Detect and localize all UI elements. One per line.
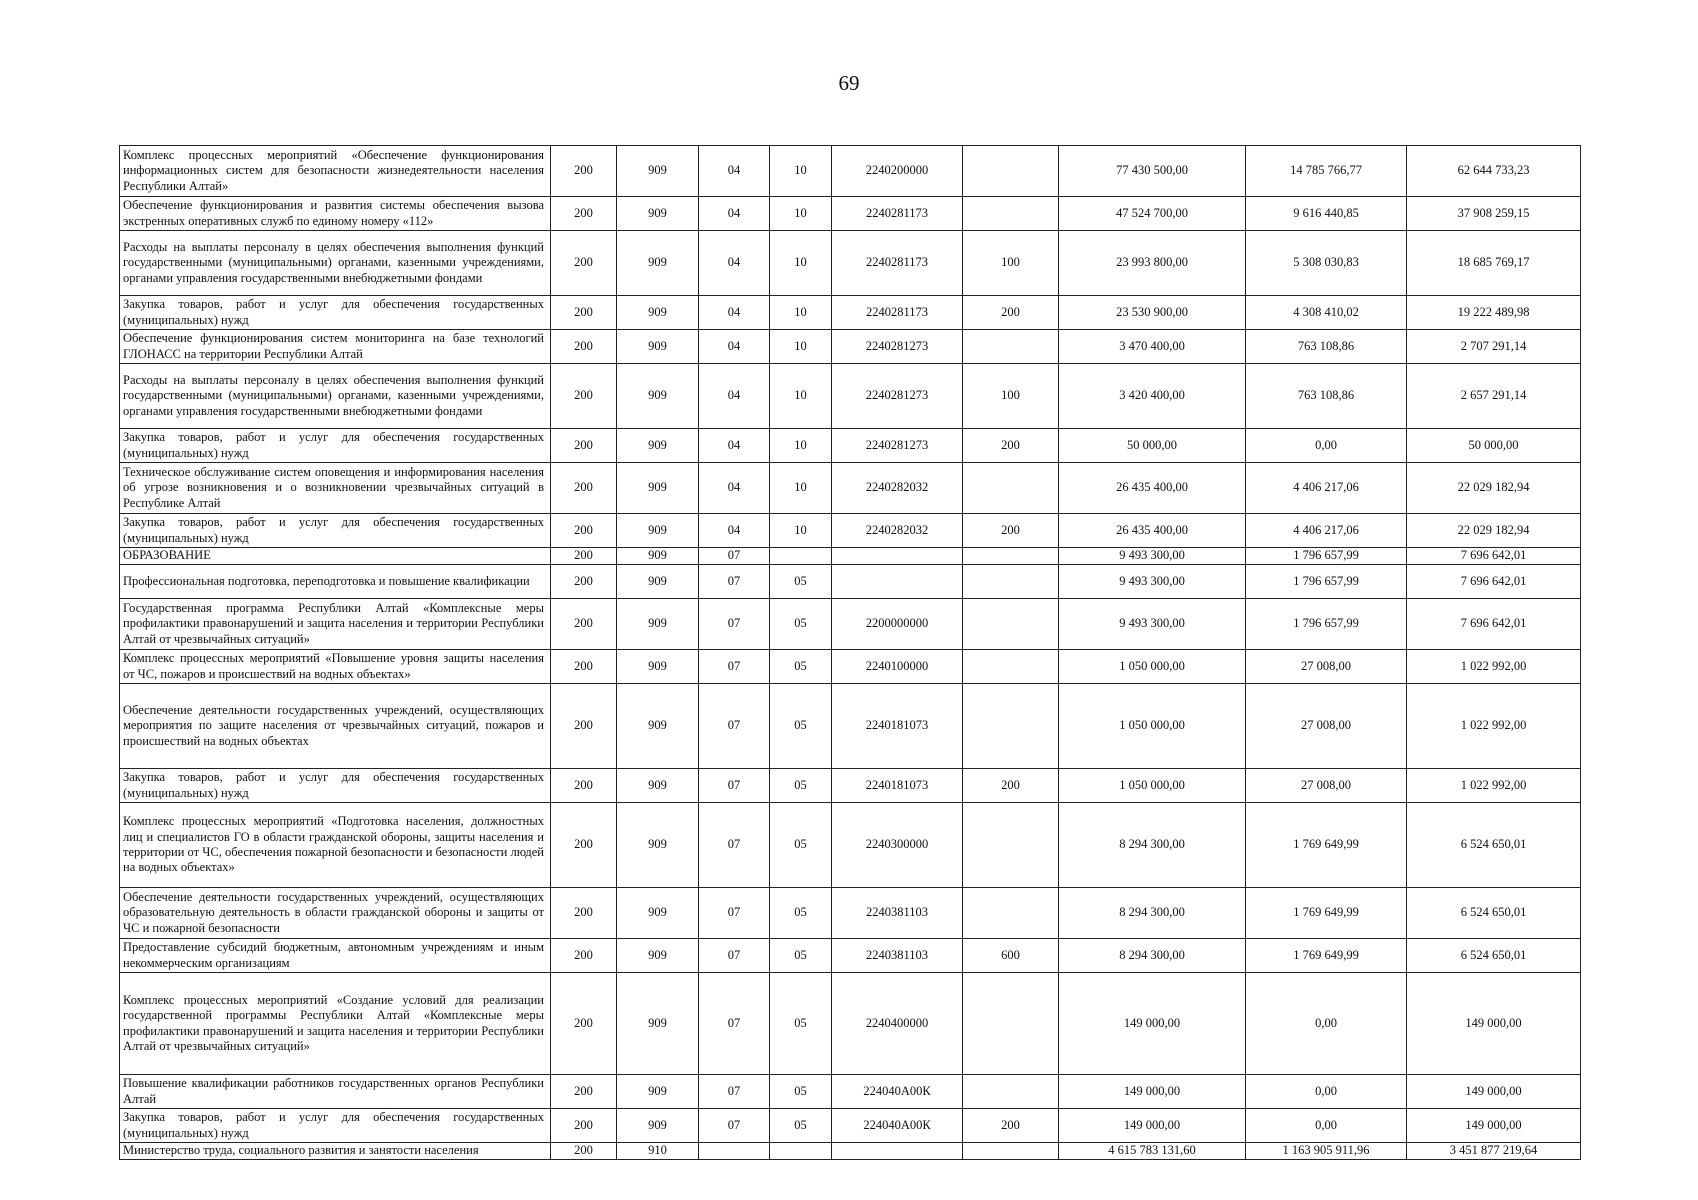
- col-executed: 1 163 905 911,96: [1246, 1143, 1407, 1160]
- col-section: 200: [551, 650, 617, 684]
- col-remaining: 6 524 650,01: [1407, 803, 1581, 888]
- col-expense-type: [963, 888, 1059, 939]
- table-row: [120, 769, 1581, 803]
- col-target-article: 2240181073: [832, 769, 963, 803]
- col-section: 200: [551, 888, 617, 939]
- row-name: Предоставление субсидий бюджетным, автономным учреждениям и иным некоммерческим организациям: [120, 939, 551, 973]
- col-executed: 763 108,86: [1246, 364, 1407, 429]
- col-division: 04: [699, 429, 770, 463]
- col-section: 200: [551, 296, 617, 330]
- col-division: 07: [699, 888, 770, 939]
- col-planned: 149 000,00: [1059, 1075, 1246, 1109]
- col-division: 04: [699, 364, 770, 429]
- col-division: 07: [699, 803, 770, 888]
- col-planned: 8 294 300,00: [1059, 888, 1246, 939]
- col-planned: 23 993 800,00: [1059, 231, 1246, 296]
- col-subdivision: 05: [770, 939, 832, 973]
- col-remaining: 22 029 182,94: [1407, 463, 1581, 514]
- col-expense-type: 100: [963, 364, 1059, 429]
- col-planned: 1 050 000,00: [1059, 769, 1246, 803]
- row-name: Комплекс процессных мероприятий «Подготовка населения, должностных лиц и специалистов ГО в области гражданской обороны, защиты населения и территории от ЧС, обеспечения пожарной безопасности и безопасности людей на водных объектах»: [120, 803, 551, 888]
- table-row: [120, 296, 1581, 330]
- col-section: 200: [551, 973, 617, 1075]
- col-executed: 0,00: [1246, 973, 1407, 1075]
- col-division: 04: [699, 231, 770, 296]
- col-subdivision: 10: [770, 296, 832, 330]
- col-section: 200: [551, 1109, 617, 1143]
- col-target-article: 2240381103: [832, 939, 963, 973]
- table-row: [120, 684, 1581, 769]
- table-row: [120, 650, 1581, 684]
- col-division: 07: [699, 939, 770, 973]
- col-ministry: 909: [617, 429, 699, 463]
- col-target-article: 2240282032: [832, 514, 963, 548]
- col-section: 200: [551, 463, 617, 514]
- col-expense-type: [963, 146, 1059, 197]
- table-row: [120, 939, 1581, 973]
- col-expense-type: [963, 803, 1059, 888]
- table-row: [120, 1109, 1581, 1143]
- col-subdivision: 10: [770, 231, 832, 296]
- col-executed: 0,00: [1246, 1109, 1407, 1143]
- col-executed: 1 769 649,99: [1246, 939, 1407, 973]
- table-row: [120, 514, 1581, 548]
- col-target-article: 2240381103: [832, 888, 963, 939]
- col-ministry: 909: [617, 888, 699, 939]
- col-ministry: 909: [617, 330, 699, 364]
- col-executed: 1 796 657,99: [1246, 599, 1407, 650]
- col-expense-type: 200: [963, 429, 1059, 463]
- col-remaining: 149 000,00: [1407, 973, 1581, 1075]
- col-target-article: 2240281173: [832, 231, 963, 296]
- col-executed: 763 108,86: [1246, 330, 1407, 364]
- col-expense-type: [963, 1075, 1059, 1109]
- col-planned: 26 435 400,00: [1059, 514, 1246, 548]
- col-section: 200: [551, 803, 617, 888]
- col-planned: 3 470 400,00: [1059, 330, 1246, 364]
- row-name: Повышение квалификации работников государственных органов Республики Алтай: [120, 1075, 551, 1109]
- table-row: [120, 146, 1581, 197]
- col-section: 200: [551, 364, 617, 429]
- col-subdivision: 10: [770, 463, 832, 514]
- col-executed: 1 796 657,99: [1246, 548, 1407, 565]
- col-ministry: 910: [617, 1143, 699, 1160]
- col-section: 200: [551, 231, 617, 296]
- col-target-article: 224040А00К: [832, 1109, 963, 1143]
- col-ministry: 909: [617, 684, 699, 769]
- col-section: 200: [551, 1075, 617, 1109]
- table-row: [120, 973, 1581, 1075]
- col-executed: 4 406 217,06: [1246, 514, 1407, 548]
- table-row: [120, 599, 1581, 650]
- table-row: [120, 429, 1581, 463]
- col-executed: 9 616 440,85: [1246, 197, 1407, 231]
- col-planned: 149 000,00: [1059, 1109, 1246, 1143]
- col-ministry: 909: [617, 1075, 699, 1109]
- col-executed: 1 769 649,99: [1246, 803, 1407, 888]
- col-remaining: 7 696 642,01: [1407, 599, 1581, 650]
- col-planned: 23 530 900,00: [1059, 296, 1246, 330]
- col-target-article: [832, 565, 963, 599]
- col-expense-type: 200: [963, 1109, 1059, 1143]
- col-subdivision: 05: [770, 565, 832, 599]
- col-target-article: 2240181073: [832, 684, 963, 769]
- col-division: 07: [699, 769, 770, 803]
- col-subdivision: 05: [770, 803, 832, 888]
- row-name: Закупка товаров, работ и услуг для обеспечения государственных (муниципальных) нужд: [120, 1109, 551, 1143]
- col-section: 200: [551, 197, 617, 231]
- table-row: [120, 888, 1581, 939]
- col-remaining: 149 000,00: [1407, 1075, 1581, 1109]
- col-section: 200: [551, 769, 617, 803]
- col-division: 07: [699, 973, 770, 1075]
- col-remaining: 149 000,00: [1407, 1109, 1581, 1143]
- col-expense-type: [963, 197, 1059, 231]
- col-remaining: 2 707 291,14: [1407, 330, 1581, 364]
- col-ministry: 909: [617, 1109, 699, 1143]
- col-ministry: 909: [617, 296, 699, 330]
- row-name: Профессиональная подготовка, переподготовка и повышение квалификации: [120, 565, 551, 599]
- col-expense-type: [963, 973, 1059, 1075]
- col-expense-type: [963, 1143, 1059, 1160]
- col-expense-type: [963, 650, 1059, 684]
- col-ministry: 909: [617, 548, 699, 565]
- row-name: Комплекс процессных мероприятий «Повышение уровня защиты населения от ЧС, пожаров и происшествий на водных объектах»: [120, 650, 551, 684]
- col-remaining: 62 644 733,23: [1407, 146, 1581, 197]
- col-planned: 9 493 300,00: [1059, 565, 1246, 599]
- col-expense-type: 100: [963, 231, 1059, 296]
- col-expense-type: 200: [963, 514, 1059, 548]
- row-name: Расходы на выплаты персоналу в целях обеспечения выполнения функций государственными (муниципальными) органами, казенными учреждениями, органами управления государственными внебюджетными фондами: [120, 364, 551, 429]
- col-expense-type: [963, 599, 1059, 650]
- col-planned: 9 493 300,00: [1059, 599, 1246, 650]
- col-expense-type: [963, 548, 1059, 565]
- col-division: 07: [699, 565, 770, 599]
- col-division: 07: [699, 548, 770, 565]
- col-remaining: 3 451 877 219,64: [1407, 1143, 1581, 1160]
- col-planned: 149 000,00: [1059, 973, 1246, 1075]
- col-target-article: 224040А00К: [832, 1075, 963, 1109]
- col-target-article: 2240281273: [832, 330, 963, 364]
- col-remaining: 1 022 992,00: [1407, 650, 1581, 684]
- col-ministry: 909: [617, 803, 699, 888]
- col-remaining: 2 657 291,14: [1407, 364, 1581, 429]
- col-target-article: 2240281173: [832, 296, 963, 330]
- col-remaining: 6 524 650,01: [1407, 939, 1581, 973]
- col-expense-type: 600: [963, 939, 1059, 973]
- col-ministry: 909: [617, 197, 699, 231]
- page-number: 69: [838, 71, 860, 95]
- col-section: 200: [551, 146, 617, 197]
- col-section: 200: [551, 1143, 617, 1160]
- col-target-article: 2240100000: [832, 650, 963, 684]
- budget-table: [119, 145, 1581, 1160]
- col-division: 07: [699, 650, 770, 684]
- table-row: [120, 1143, 1581, 1160]
- col-executed: 27 008,00: [1246, 684, 1407, 769]
- col-executed: 5 308 030,83: [1246, 231, 1407, 296]
- col-remaining: 50 000,00: [1407, 429, 1581, 463]
- table-row: [120, 197, 1581, 231]
- col-planned: 9 493 300,00: [1059, 548, 1246, 565]
- col-executed: 1 769 649,99: [1246, 888, 1407, 939]
- col-division: 04: [699, 197, 770, 231]
- table-row: [120, 1075, 1581, 1109]
- col-ministry: 909: [617, 973, 699, 1075]
- row-name: Закупка товаров, работ и услуг для обеспечения государственных (муниципальных) нужд: [120, 514, 551, 548]
- row-name: Обеспечение деятельности государственных учреждений, осуществляющих мероприятия по защите населения от чрезвычайных ситуаций, пожаров и происшествий на водных объектах: [120, 684, 551, 769]
- col-executed: 4 406 217,06: [1246, 463, 1407, 514]
- col-subdivision: 05: [770, 1075, 832, 1109]
- col-remaining: 18 685 769,17: [1407, 231, 1581, 296]
- col-division: 04: [699, 296, 770, 330]
- col-subdivision: 10: [770, 429, 832, 463]
- row-name: Государственная программа Республики Алтай «Комплексные меры профилактики правонарушений и защита населения и территории Республики Алтай от чрезвычайных ситуаций»: [120, 599, 551, 650]
- col-remaining: 7 696 642,01: [1407, 565, 1581, 599]
- col-planned: 26 435 400,00: [1059, 463, 1246, 514]
- col-target-article: 2240281273: [832, 429, 963, 463]
- col-section: 200: [551, 939, 617, 973]
- col-subdivision: 10: [770, 330, 832, 364]
- col-executed: 0,00: [1246, 1075, 1407, 1109]
- row-name: ОБРАЗОВАНИЕ: [120, 548, 551, 565]
- table-row: [120, 463, 1581, 514]
- col-section: 200: [551, 548, 617, 565]
- col-executed: 0,00: [1246, 429, 1407, 463]
- col-division: 07: [699, 1075, 770, 1109]
- col-subdivision: 10: [770, 514, 832, 548]
- col-ministry: 909: [617, 599, 699, 650]
- table-row: [120, 803, 1581, 888]
- row-name: Комплекс процессных мероприятий «Создание условий для реализации государственной программы Республики Алтай «Комплексные меры профилактики правонарушений и защита населения и территории Республики Алтай от чрезвычайных ситуаций»: [120, 973, 551, 1075]
- col-planned: 4 615 783 131,60: [1059, 1143, 1246, 1160]
- col-target-article: 2240281173: [832, 197, 963, 231]
- col-division: 07: [699, 599, 770, 650]
- col-remaining: 7 696 642,01: [1407, 548, 1581, 565]
- col-subdivision: [770, 1143, 832, 1160]
- col-remaining: 19 222 489,98: [1407, 296, 1581, 330]
- col-ministry: 909: [617, 364, 699, 429]
- col-remaining: 22 029 182,94: [1407, 514, 1581, 548]
- col-planned: 1 050 000,00: [1059, 684, 1246, 769]
- col-expense-type: [963, 684, 1059, 769]
- table-row: [120, 364, 1581, 429]
- row-name: Обеспечение функционирования и развития системы обеспечения вызова экстренных оперативных служб по единому номеру «112»: [120, 197, 551, 231]
- col-target-article: [832, 1143, 963, 1160]
- table-row: [120, 565, 1581, 599]
- col-division: 04: [699, 330, 770, 364]
- col-subdivision: 10: [770, 197, 832, 231]
- col-planned: 8 294 300,00: [1059, 803, 1246, 888]
- col-subdivision: 05: [770, 684, 832, 769]
- col-division: 07: [699, 1109, 770, 1143]
- col-target-article: 2240282032: [832, 463, 963, 514]
- col-subdivision: [770, 548, 832, 565]
- col-subdivision: 05: [770, 1109, 832, 1143]
- row-name: Обеспечение функционирования систем мониторинга на базе технологий ГЛОНАСС на территории Республики Алтай: [120, 330, 551, 364]
- col-ministry: 909: [617, 231, 699, 296]
- row-name: Закупка товаров, работ и услуг для обеспечения государственных (муниципальных) нужд: [120, 769, 551, 803]
- col-executed: 14 785 766,77: [1246, 146, 1407, 197]
- col-planned: 50 000,00: [1059, 429, 1246, 463]
- col-division: [699, 1143, 770, 1160]
- row-name: Техническое обслуживание систем оповещения и информирования населения об угрозе возникновения и о возникновении чрезвычайных ситуаций в Республике Алтай: [120, 463, 551, 514]
- col-expense-type: [963, 565, 1059, 599]
- col-subdivision: 05: [770, 599, 832, 650]
- col-subdivision: 10: [770, 364, 832, 429]
- col-ministry: 909: [617, 769, 699, 803]
- col-subdivision: 05: [770, 769, 832, 803]
- col-ministry: 909: [617, 146, 699, 197]
- col-expense-type: [963, 463, 1059, 514]
- col-target-article: 2240400000: [832, 973, 963, 1075]
- col-ministry: 909: [617, 650, 699, 684]
- col-subdivision: 05: [770, 888, 832, 939]
- col-expense-type: 200: [963, 296, 1059, 330]
- col-planned: 1 050 000,00: [1059, 650, 1246, 684]
- col-remaining: 1 022 992,00: [1407, 769, 1581, 803]
- col-executed: 1 796 657,99: [1246, 565, 1407, 599]
- table-row: [120, 548, 1581, 565]
- col-remaining: 1 022 992,00: [1407, 684, 1581, 769]
- col-remaining: 37 908 259,15: [1407, 197, 1581, 231]
- col-target-article: 2200000000: [832, 599, 963, 650]
- col-section: 200: [551, 565, 617, 599]
- col-section: 200: [551, 599, 617, 650]
- col-target-article: 2240200000: [832, 146, 963, 197]
- col-target-article: 2240281273: [832, 364, 963, 429]
- table-row: [120, 231, 1581, 296]
- col-division: 04: [699, 146, 770, 197]
- col-remaining: 6 524 650,01: [1407, 888, 1581, 939]
- col-planned: 77 430 500,00: [1059, 146, 1246, 197]
- col-section: 200: [551, 514, 617, 548]
- col-executed: 4 308 410,02: [1246, 296, 1407, 330]
- table-row: [120, 330, 1581, 364]
- col-division: 04: [699, 463, 770, 514]
- row-name: Министерство труда, социального развития и занятости населения: [120, 1143, 551, 1160]
- col-executed: 27 008,00: [1246, 769, 1407, 803]
- row-name: Расходы на выплаты персоналу в целях обеспечения выполнения функций государственными (муниципальными) органами, казенными учреждениями, органами управления государственными внебюджетными фондами: [120, 231, 551, 296]
- row-name: Закупка товаров, работ и услуг для обеспечения государственных (муниципальных) нужд: [120, 296, 551, 330]
- row-name: Комплекс процессных мероприятий «Обеспечение функционирования информационных систем для безопасности жизнедеятельности населения Республики Алтай»: [120, 146, 551, 197]
- col-section: 200: [551, 684, 617, 769]
- col-planned: 47 524 700,00: [1059, 197, 1246, 231]
- col-planned: 8 294 300,00: [1059, 939, 1246, 973]
- col-subdivision: 05: [770, 650, 832, 684]
- row-name: Обеспечение деятельности государственных учреждений, осуществляющих образовательную деятельность в области гражданской обороны и защиты от ЧС и пожарной безопасности: [120, 888, 551, 939]
- col-planned: 3 420 400,00: [1059, 364, 1246, 429]
- row-name: Закупка товаров, работ и услуг для обеспечения государственных (муниципальных) нужд: [120, 429, 551, 463]
- col-section: 200: [551, 330, 617, 364]
- col-ministry: 909: [617, 939, 699, 973]
- col-ministry: 909: [617, 514, 699, 548]
- col-section: 200: [551, 429, 617, 463]
- col-subdivision: 05: [770, 973, 832, 1075]
- col-target-article: [832, 548, 963, 565]
- col-executed: 27 008,00: [1246, 650, 1407, 684]
- col-division: 04: [699, 514, 770, 548]
- col-ministry: 909: [617, 565, 699, 599]
- col-expense-type: 200: [963, 769, 1059, 803]
- col-division: 07: [699, 684, 770, 769]
- col-expense-type: [963, 330, 1059, 364]
- col-subdivision: 10: [770, 146, 832, 197]
- col-target-article: 2240300000: [832, 803, 963, 888]
- col-ministry: 909: [617, 463, 699, 514]
